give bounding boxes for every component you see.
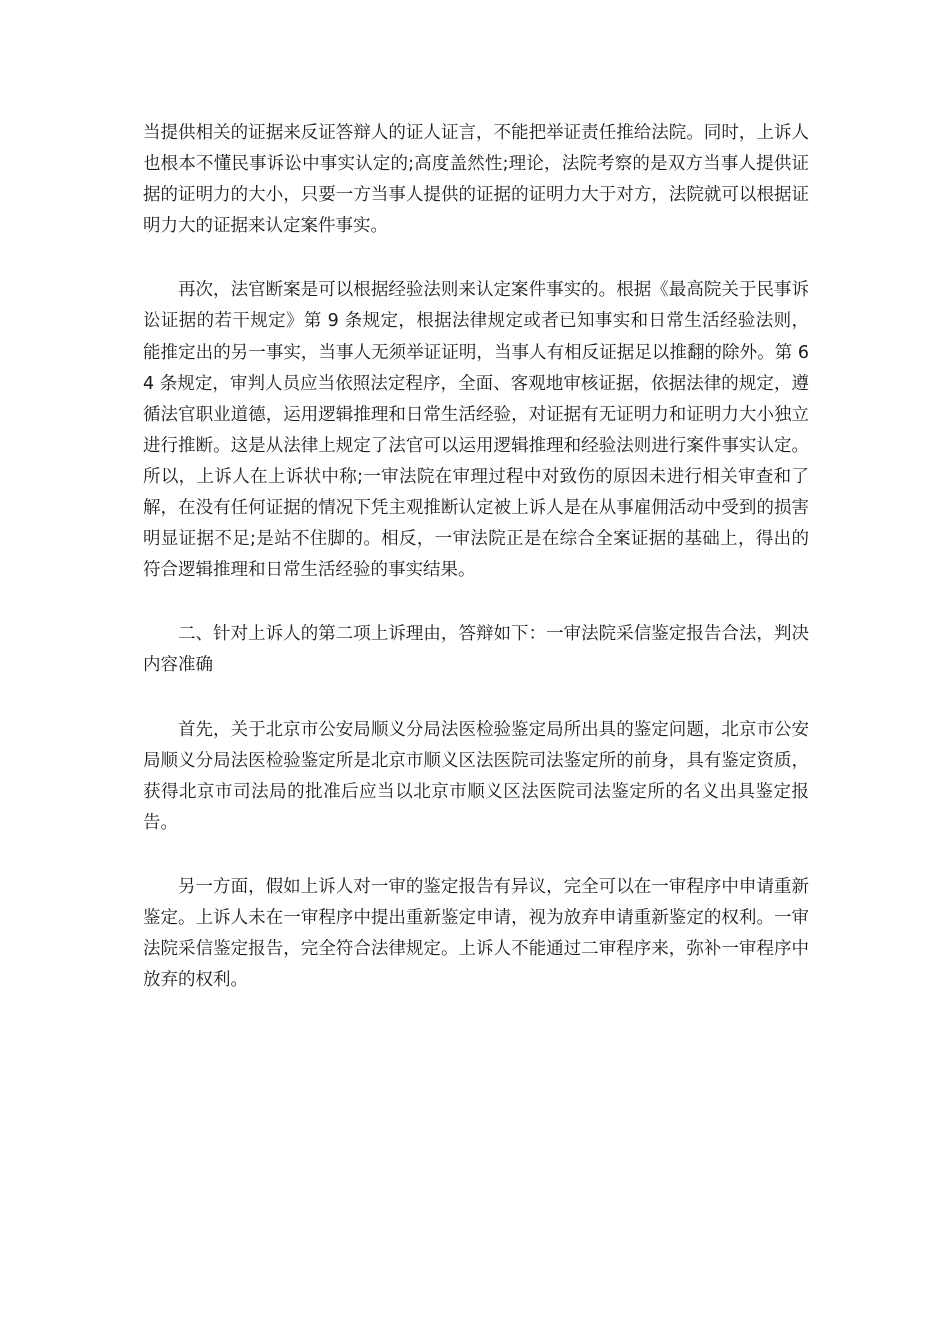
paragraph-section-two-heading: 二、针对上诉人的第二项上诉理由，答辩如下：一审法院采信鉴定报告合法，判决内容准确 bbox=[143, 624, 809, 676]
paragraph-empirical-rules: 再次，法官断案是可以根据经验法则来认定案件事实的。根据《最高院关于民事诉讼证据的若干规定》第 9 条规定，根据法律规定或者已知事实和日常生活经验法则，能推定出的另一事实，当事人无须举证证明，当事人有相反证据足以推翻的除外。第 64 条规定，审判人员应当依照法定程序，全面、客观地审核证据，依据法律的规定，遵循法官职业道德，运用逻辑推理和日常生活经验，对证据有无证明力和证明力大小独立进行推断。这是从法律上规定了法官可以运用逻辑推理和经验法则进行案件事实认定。所以，上诉人在上诉状中称;一审法院在审理过程中对致伤的原因未进行相关审查和了解，在没有任何证据的情况下凭主观推断认定被上诉人是在从事雇佣活动中受到的损害明显证据不足;是站不住脚的。相反，一审法院正是在综合全案证据的基础上，得出的符合逻辑推理和日常生活经验的事实结果。 bbox=[143, 280, 809, 581]
paragraph-reappraisal-right: 另一方面，假如上诉人对一审的鉴定报告有异议，完全可以在一审程序中申请重新鉴定。上诉人未在一审程序中提出重新鉴定申请，视为放弃申请重新鉴定的权利。一审法院采信鉴定报告，完全符合法律规定。上诉人不能通过二审程序来，弥补一审程序中放弃的权利。 bbox=[143, 876, 809, 991]
paragraph-appraisal-institution: 首先，关于北京市公安局顺义分局法医检验鉴定局所出具的鉴定问题，北京市公安局顺义分局法医检验鉴定所是北京市顺义区法医院司法鉴定所的前身，具有鉴定资质，获得北京市司法局的批准后应当以北京市顺义区法医院司法鉴定所的名义出具鉴定报告。 bbox=[143, 719, 809, 833]
document-body bbox=[143, 118, 809, 1029]
paragraph-continuation: 当提供相关的证据来反证答辩人的证人证言，不能把举证责任推给法院。同时，上诉人也根本不懂民事诉讼中事实认定的;高度盖然性;理论，法院考察的是双方当事人提供证据的证明力的大小，只要一方当事人提供的证据的证明力大于对方，法院就可以根据证明力大的证据来认定案件事实。 bbox=[143, 123, 809, 237]
